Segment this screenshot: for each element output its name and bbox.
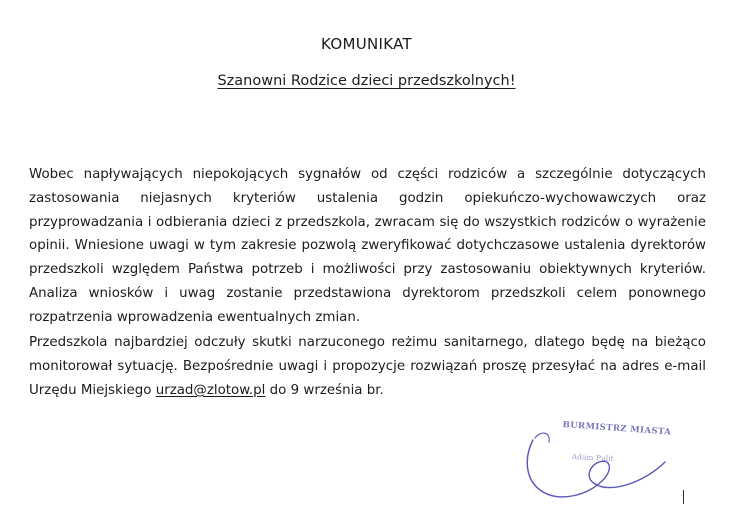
paragraph-2: [29, 331, 706, 402]
signature-loop: [535, 433, 549, 442]
paragraph-1: Wobec napływających niepokojących sygnałów od części rodziców a szczególnie dotyczących zastosowania niejasnych kryteriów ustalenia godzin opiekuńczo-wychowawczych oraz przyprowadzania i odbierania dzieci z przedszkola, zwracam się do wszystkich rodziców o wyrażenie opinii. Wniesione uwagi w tym zakresie pozwolą zweryfikować dotychczasowe ustalenia dyrektorów przedszkoli względem Państwa potrzeb i możliwości przy zastosowaniu obiektywnych kryteriów. Analiza wniosków i uwag zostanie przedstawiona dyrektorom przedszkoli celem ponownego rozpatrzenia wprowadzenia ewentualnych zmian.: [29, 167, 706, 325]
document-subtitle: [0, 73, 733, 89]
email-link[interactable]: urzad@zlotow.pl: [155, 382, 266, 398]
paragraph-2-tail: do 9 września br.: [265, 382, 384, 398]
document-title: KOMUNIKAT: [321, 35, 412, 53]
paragraph-2-text: Przedszkola najbardziej odczuły skutki narzuconego reżimu sanitarnego, dlatego będę na bieżąco monitorował sytuację. Bezpośrednie uwagi i propozycje rozwiązań proszę przesyłać na adres e-mail Urzędu Miejskiego: [29, 335, 706, 398]
signature-stroke: [527, 440, 665, 497]
subtitle-text: Szanowni Rodzice dzieci przedszkolnych!: [217, 73, 516, 89]
scan-mark: [683, 490, 684, 504]
stamp-title: BURMISTRZ MIASTA: [562, 420, 672, 438]
stamp-name: Adam Pulit: [571, 452, 614, 464]
